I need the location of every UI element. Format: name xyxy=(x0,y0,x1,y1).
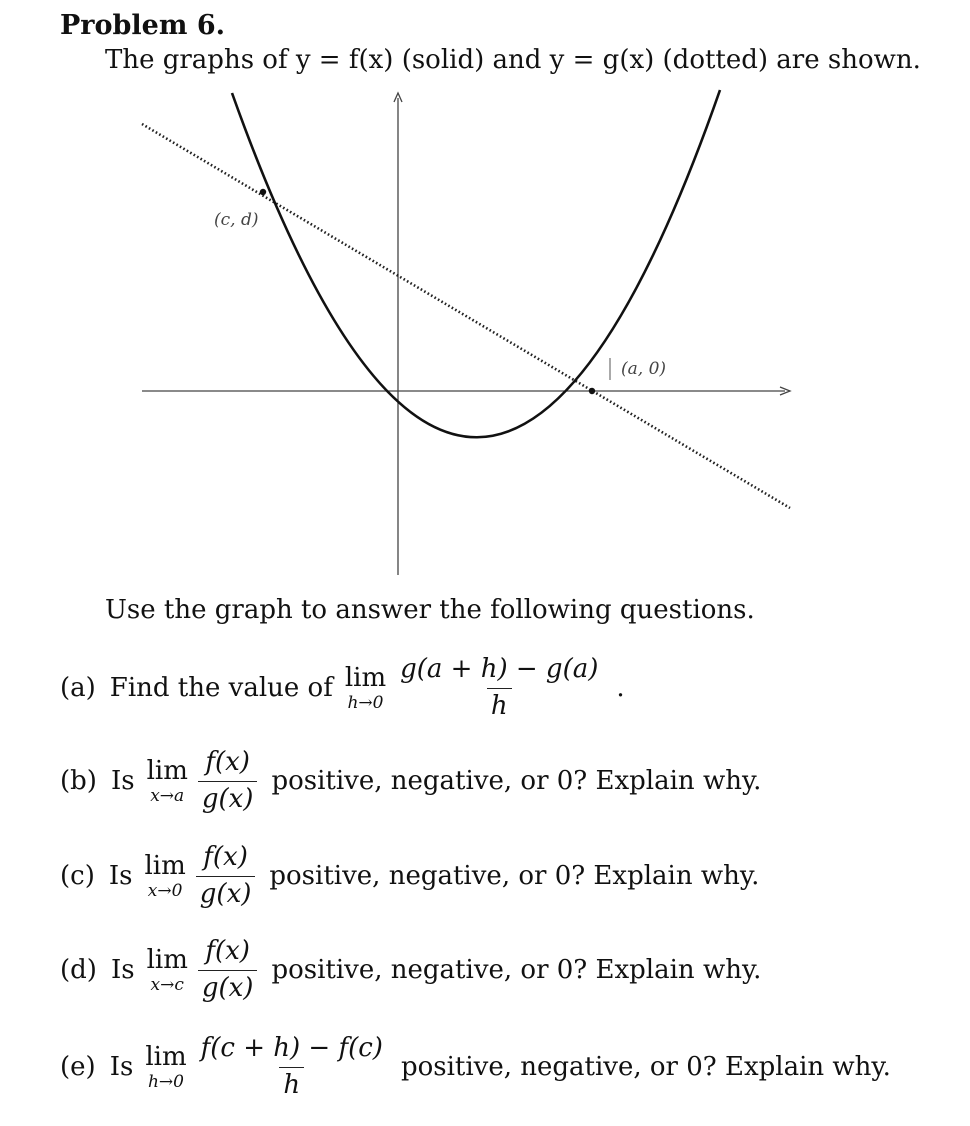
fraction-b-denominator: g(x) xyxy=(198,781,258,815)
question-d-suffix: positive, negative, or 0? Explain why. xyxy=(271,955,762,986)
function-graph xyxy=(130,88,810,578)
problem-title: Problem 6. xyxy=(60,10,226,41)
question-e-suffix: positive, negative, or 0? Explain why. xyxy=(400,1052,891,1083)
question-b xyxy=(60,748,761,815)
limit-e: lim h→0 xyxy=(145,1041,187,1092)
fraction-c-denominator: g(x) xyxy=(196,876,256,910)
question-b-suffix: positive, negative, or 0? Explain why. xyxy=(271,766,762,797)
question-a-label: (a) xyxy=(60,673,96,704)
limit-a: lim h→0 xyxy=(344,662,387,713)
point-a0 xyxy=(589,388,595,394)
question-e-prefix: Is xyxy=(109,1052,134,1083)
instructions: Use the graph to answer the following questions. xyxy=(105,595,755,625)
question-d xyxy=(60,937,761,1004)
fraction-d-denominator: g(x) xyxy=(198,970,258,1004)
question-c-label: (c) xyxy=(60,861,95,892)
limit-d-subscript: x→c xyxy=(150,974,184,995)
question-a-prefix: Find the value of xyxy=(109,673,333,704)
fraction-b-numerator: f(x) xyxy=(205,747,250,777)
point-cd-label: (c, d) xyxy=(214,210,259,230)
question-c-prefix: Is xyxy=(108,861,133,892)
limit-e-subscript: h→0 xyxy=(147,1071,184,1092)
fraction-a-denominator: h xyxy=(487,688,512,722)
limit-c: lim x→0 xyxy=(144,850,186,901)
point-a0-label: (a, 0) xyxy=(621,359,667,379)
f-solid-parabola xyxy=(232,90,720,437)
fraction-b xyxy=(198,748,258,815)
question-d-prefix: Is xyxy=(110,955,135,986)
question-e-label: (e) xyxy=(60,1052,96,1083)
limit-b-subscript: x→a xyxy=(150,785,185,806)
fraction-e xyxy=(197,1034,387,1101)
limit-d: lim x→c xyxy=(146,944,188,995)
question-b-label: (b) xyxy=(60,766,97,797)
question-a-suffix: . xyxy=(616,673,625,704)
fraction-c xyxy=(196,843,256,910)
fraction-e-denominator: h xyxy=(279,1067,304,1101)
problem-intro: The graphs of y = f(x) (solid) and y = g(x) (dotted) are shown. xyxy=(105,45,921,75)
question-e xyxy=(60,1034,891,1101)
limit-a-subscript: h→0 xyxy=(347,692,384,713)
question-d-label: (d) xyxy=(60,955,97,986)
limit-b: lim x→a xyxy=(146,755,188,806)
question-b-prefix: Is xyxy=(110,766,135,797)
fraction-e-numerator: f(c + h) − f(c) xyxy=(200,1033,383,1063)
point-cd xyxy=(260,189,266,195)
fraction-c-numerator: f(x) xyxy=(203,842,248,872)
question-c-suffix: positive, negative, or 0? Explain why. xyxy=(269,861,760,892)
fraction-d xyxy=(198,937,258,1004)
question-c xyxy=(60,843,759,910)
g-dotted-line xyxy=(142,124,790,508)
question-a xyxy=(60,655,625,722)
fraction-a-numerator: g(a + h) − g(a) xyxy=(400,654,599,684)
fraction-d-numerator: f(x) xyxy=(205,936,250,966)
fraction-a xyxy=(396,655,602,722)
limit-c-subscript: x→0 xyxy=(147,880,183,901)
